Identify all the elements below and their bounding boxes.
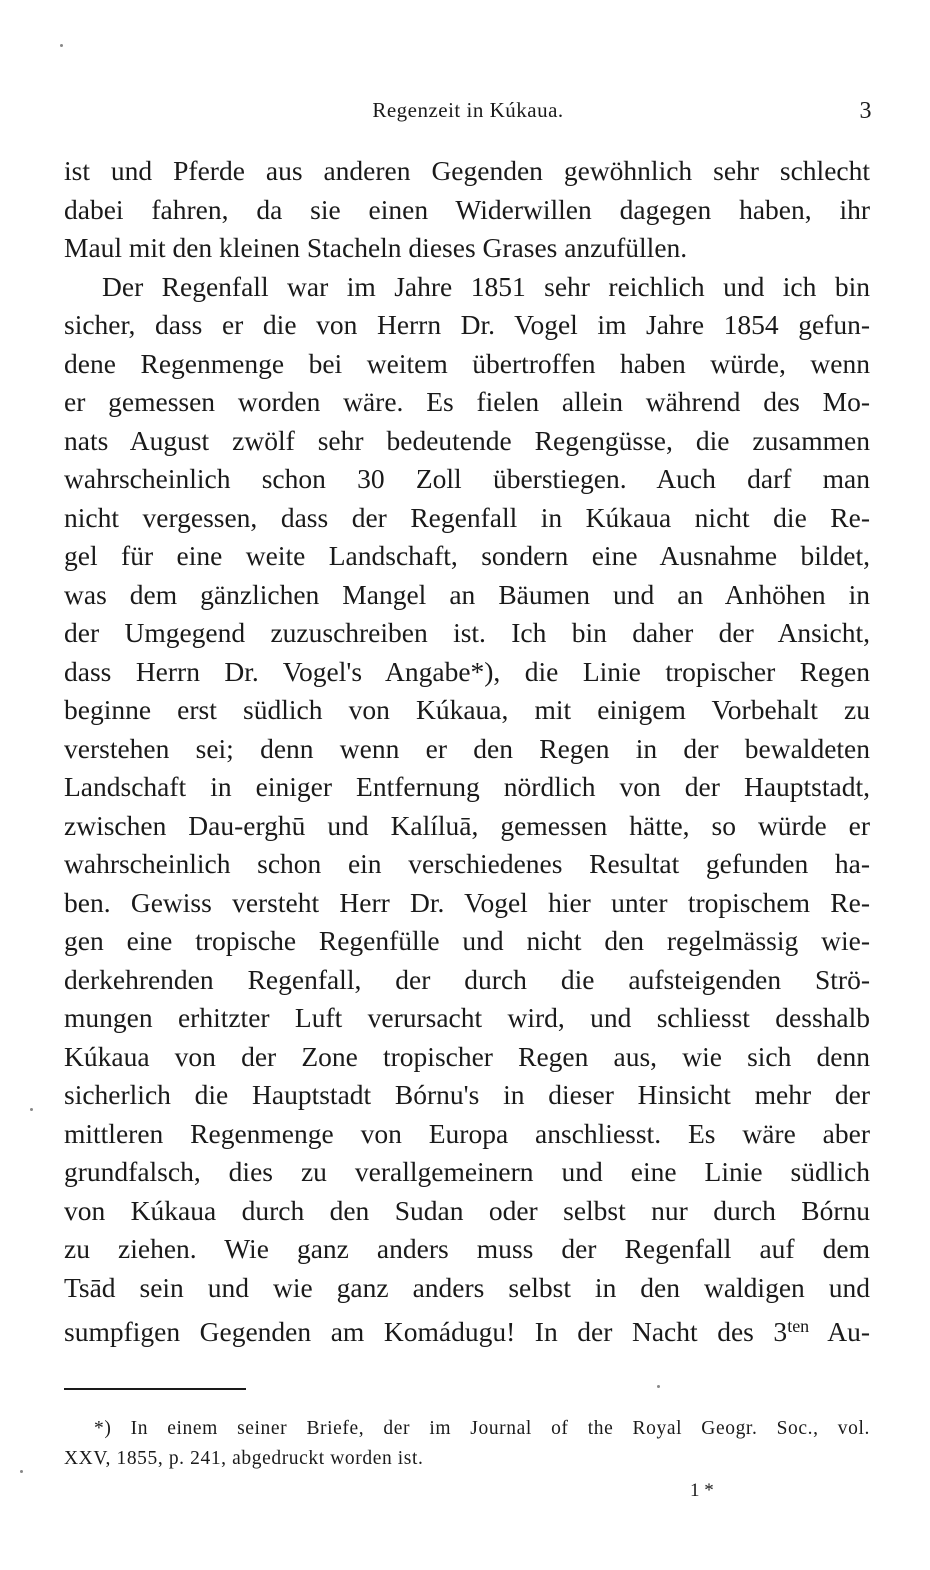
- paper-speck: [657, 1385, 660, 1388]
- text-line: ist und Pferde aus anderen Gegenden gewöhnlich sehr schlecht: [64, 155, 870, 186]
- text-line: gen eine tropische Regenfülle und nicht den regelmässig wie-: [64, 925, 870, 956]
- paper-speck: [20, 1470, 23, 1473]
- page-number: 3: [859, 98, 872, 124]
- running-header: [64, 98, 872, 128]
- text-line: dene Regenmenge bei weitem übertroffen haben würde, wenn: [64, 347, 870, 379]
- text-line: Maul mit den kleinen Stacheln dieses Grases anzufüllen.: [64, 232, 688, 263]
- footnote-divider: [64, 1388, 246, 1390]
- text-line: von Kúkaua durch den Sudan oder selbst nur durch Bórnu: [64, 1194, 870, 1226]
- text-line: wahrscheinlich schon 30 Zoll überstiegen. Auch darf man: [64, 463, 870, 494]
- text-line: zwischen Dau-erghū und Kalíluā, gemessen hätte, so würde er: [64, 809, 870, 841]
- text-line: nats August zwölf sehr bedeutende Regengüsse, die zusammen: [64, 424, 870, 456]
- text-line: dass Herrn Dr. Vogel's Angabe*), die Linie tropischer Regen: [64, 655, 870, 687]
- text-line: Tsād sein und wie ganz anders selbst in den waldigen und: [64, 1271, 870, 1303]
- text-line: Kúkaua von der Zone tropischer Regen aus, wie sich denn: [64, 1040, 870, 1072]
- superscript-ten: ten: [787, 1316, 810, 1336]
- text-line-last-tail: Au-: [809, 1316, 871, 1347]
- text-line: ben. Gewiss versteht Herr Dr. Vogel hier unter tropischem Re-: [64, 886, 870, 918]
- text-line: grundfalsch, dies zu verallgemeinern und eine Linie südlich: [64, 1156, 870, 1187]
- text-line: beginne erst südlich von Kúkaua, mit einigem Vorbehalt zu: [64, 694, 870, 725]
- text-line: mittleren Regenmenge von Europa anschliesst. Es wäre aber: [64, 1117, 870, 1149]
- text-line: Landschaft in einiger Entfernung nördlich von der Hauptstadt,: [64, 771, 870, 802]
- text-line: mungen erhitzter Luft verursacht wird, und schliesst desshalb: [64, 1002, 870, 1033]
- text-line: verstehen sei; denn wenn er den Regen in der bewaldeten: [64, 732, 870, 764]
- footnote-line: XXV, 1855, p. 241, abgedruckt worden ist.: [64, 1448, 424, 1469]
- text-line: sicherlich die Hauptstadt Bórnu's in dieser Hinsicht mehr der: [64, 1079, 870, 1110]
- text-line: dabei fahren, da sie einen Widerwillen dagegen haben, ihr: [64, 193, 870, 225]
- text-line: der Umgegend zuzuschreiben ist. Ich bin daher der Ansicht,: [64, 617, 870, 648]
- text-line: nicht vergessen, dass der Regenfall in Kúkaua nicht die Re-: [64, 501, 870, 533]
- running-title: Regenzeit in Kúkaua.: [372, 98, 564, 122]
- paper-speck: [30, 1108, 33, 1111]
- text-line: er gemessen worden wäre. Es fielen allein während des Mo-: [64, 386, 870, 417]
- text-line: wahrscheinlich schon ein verschiedenes Resultat gefunden ha-: [64, 848, 870, 879]
- footnote: [64, 1414, 870, 1474]
- text-line: was dem gänzlichen Mangel an Bäumen und an Anhöhen in: [64, 578, 870, 610]
- footnote-line: *) In einem seiner Briefe, der im Journal of the Royal Geogr. Soc., vol.: [94, 1418, 870, 1439]
- text-line-last: [64, 1307, 870, 1346]
- text-line: derkehrenden Regenfall, der durch die aufsteigenden Strö-: [64, 963, 870, 995]
- text-line: Der Regenfall war im Jahre 1851 sehr reichlich und ich bin: [102, 270, 870, 302]
- printer-signature-mark: 1 *: [690, 1480, 714, 1501]
- text-line-last-main: sumpfigen Gegenden am Komádugu! In der Nacht des 3: [64, 1316, 788, 1347]
- text-line: gel für eine weite Landschaft, sondern eine Ausnahme bildet,: [64, 540, 870, 571]
- body-text: [64, 152, 870, 1346]
- text-line: zu ziehen. Wie ganz anders muss der Regenfall auf dem: [64, 1233, 870, 1264]
- paper-speck: [60, 44, 63, 47]
- text-line: sicher, dass er die von Herrn Dr. Vogel im Jahre 1854 gefun-: [64, 309, 870, 340]
